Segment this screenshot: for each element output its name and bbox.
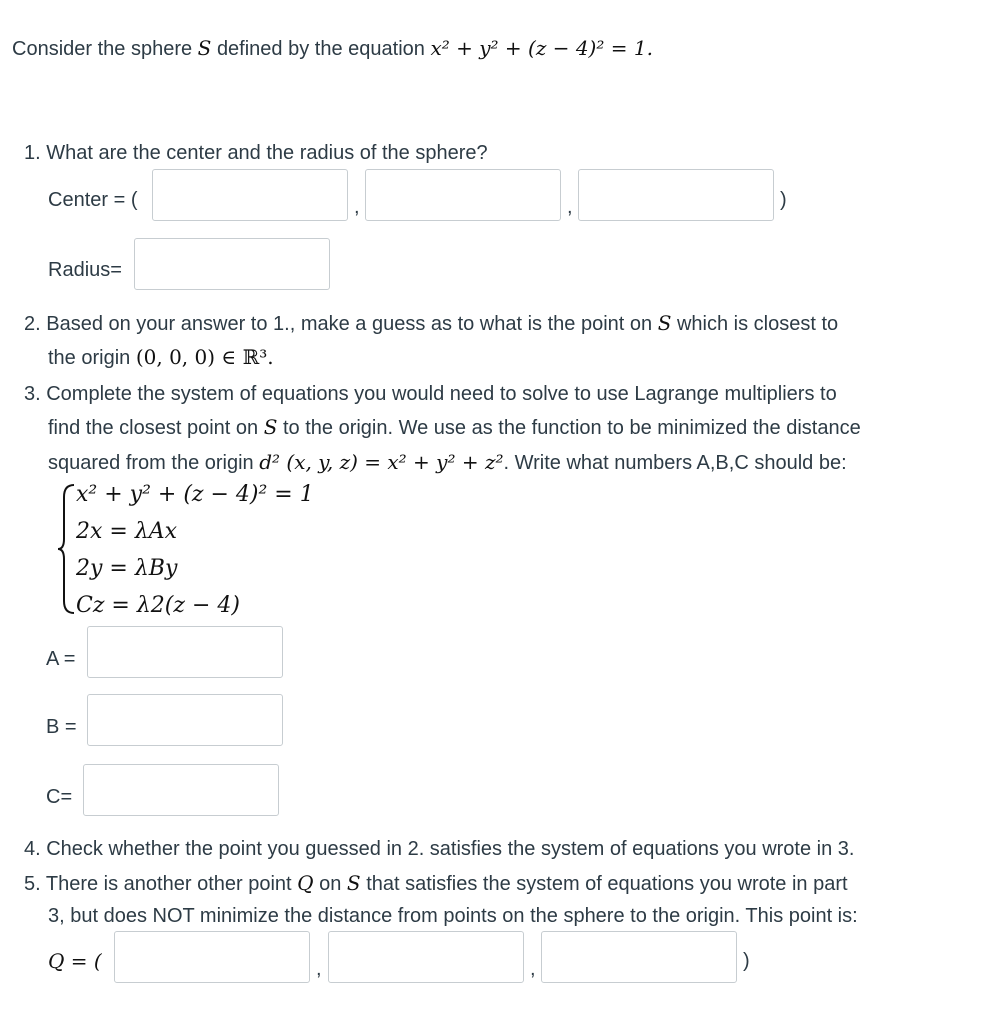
center-close-paren: ) <box>780 189 787 211</box>
q-comma-1: , <box>316 958 322 980</box>
q-y-input[interactable] <box>328 931 524 983</box>
center-comma-2: , <box>567 196 573 218</box>
q-comma-2: , <box>530 958 536 980</box>
q-x-input[interactable] <box>114 931 310 983</box>
question-4: 4. Check whether the point you guessed in 2. satisfies the system of equations you wrote in 3. <box>24 838 855 860</box>
b-input[interactable] <box>87 694 283 746</box>
question-2-line-1: 2. Based on your answer to 1., make a guess as to what is the point on S which is closest to <box>24 311 839 335</box>
sphere-symbol: S <box>197 36 212 60</box>
question-3-line-3: squared from the origin d² (x, y, z) = x² + y² + z². Write what numbers A,B,C should be: <box>48 450 847 474</box>
c-input[interactable] <box>83 764 279 816</box>
distance-function: d² (x, y, z) = x² + y² + z² <box>259 450 504 474</box>
sphere-equation: x² + y² + (z − 4)² = 1. <box>430 36 653 60</box>
question-5-line-1: 5. There is another other point Q on S that satisfies the system of equations you wrote in part <box>24 871 848 895</box>
question-3-line-1: 3. Complete the system of equations you would need to solve to use Lagrange multipliers to <box>24 383 837 405</box>
question-1: 1. What are the center and the radius of the sphere? <box>24 142 488 164</box>
radius-input[interactable] <box>134 238 330 290</box>
origin-point: (0, 0, 0) ∈ ℝ³. <box>135 345 274 369</box>
q-z-input[interactable] <box>541 931 737 983</box>
equation-2: 2x = λAx <box>76 519 178 544</box>
c-label: C= <box>46 786 73 808</box>
equation-3: 2y = λBy <box>76 556 178 581</box>
equation-4: Cz = λ2(z − 4) <box>76 593 240 618</box>
center-comma-1: , <box>354 196 360 218</box>
center-z-input[interactable] <box>578 169 774 221</box>
question-3-line-2: find the closest point on S to the origin. We use as the function to be minimized the distance <box>48 415 861 439</box>
equation-1: x² + y² + (z − 4)² = 1 <box>76 482 314 507</box>
question-5-line-2: 3, but does NOT minimize the distance from points on the sphere to the origin. This point is: <box>48 905 858 927</box>
b-label: B = <box>46 716 77 738</box>
q-close-paren: ) <box>743 950 750 972</box>
center-label: Center = ( <box>48 189 138 211</box>
intro-line: Consider the sphere S defined by the equation x² + y² + (z − 4)² = 1. <box>12 36 653 60</box>
a-label: A = <box>46 648 76 670</box>
radius-label: Radius= <box>48 259 122 281</box>
a-input[interactable] <box>87 626 283 678</box>
question-2-line-2: the origin (0, 0, 0) ∈ ℝ³. <box>48 345 274 369</box>
center-x-input[interactable] <box>152 169 348 221</box>
q-label: Q = ( <box>48 949 102 973</box>
center-y-input[interactable] <box>365 169 561 221</box>
system-brace <box>56 483 78 615</box>
